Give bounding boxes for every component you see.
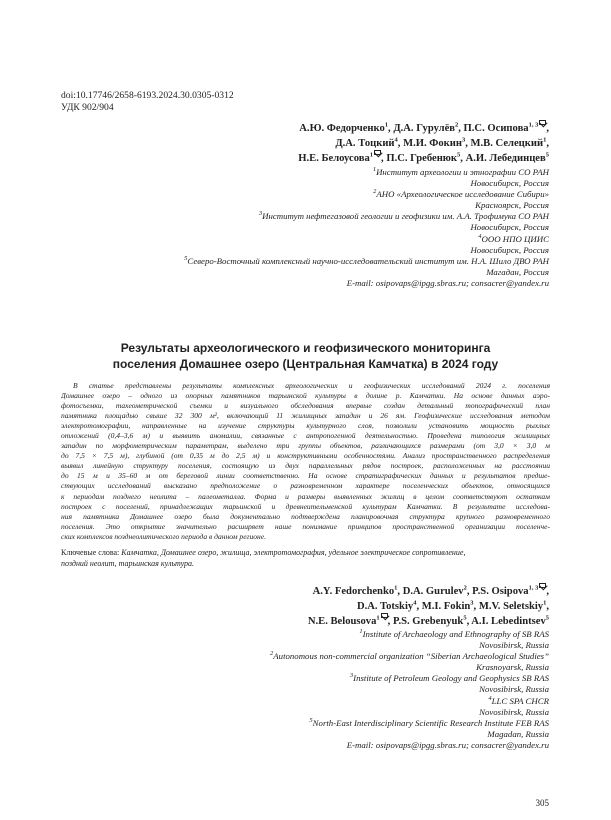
affiliation-marker: 1 (543, 136, 547, 144)
affiliation-name: $^3$Institute of Petroleum Geology and Geophysics SB RAS (349, 672, 549, 684)
affiliation-name: $^5$Северо-Восточный комплексный научно-исследовательский институт им. Н.А. Шило ДВО РАН (184, 254, 549, 266)
affiliation-city: Новосибирск, Россия (470, 178, 549, 189)
author-name: N.E. Belousova (307, 616, 377, 627)
affiliation-name: $^5$North-East Interdisciplinary Scientific Research Institute FEB RAS (309, 716, 549, 728)
affiliation-marker: 4 (413, 599, 417, 607)
affiliation-city: Novosibirsk, Russia (479, 706, 549, 717)
author-name: М.И. Фокин (403, 138, 462, 149)
affiliation-name: $^2$Autonomous non-commercial organization “Siberian Archaeological Studies” (270, 650, 549, 662)
author-name: Д.А. Тоцкий (335, 138, 395, 149)
abstract-line: фотосъемки, тахеометрической съемки и визуального обследования впервые создан детальный топографический план (61, 401, 550, 411)
keywords (61, 548, 550, 569)
envelope-icon (374, 150, 381, 155)
author-name: M.I. Fokin (421, 601, 471, 612)
authors-ru (298, 121, 549, 166)
affiliation-city: Красноярск, Россия (475, 200, 549, 211)
abstract-line: до 7,5 × 7,5 м), глубиной (от 0,35 м до 2,5 м) и конструктивными особенностями. Анализ пространственного распределения (61, 451, 550, 461)
affiliation-marker: 5 (184, 254, 188, 262)
envelope-icon (539, 583, 546, 588)
abstract-line: Домашнее озеро – одного из опорных памятников тарьинской культуры в долине р. Камчатки. На основе данных аэро- (61, 391, 550, 401)
keywords-label: Ключевые слова: (61, 548, 120, 557)
affiliation-name: $^4$ООО НПО ЦИИС (478, 232, 549, 244)
affiliation-marker: 5 (545, 151, 549, 159)
affiliation-marker: 4 (488, 694, 492, 702)
author-name: P.S. Grebenyuk (392, 616, 464, 627)
affiliation-city: Novosibirsk, Russia (479, 640, 549, 651)
author-name: A.I. Lebedintsev (471, 616, 546, 627)
title-line-1: Результаты археологического и геофизического мониторинга (120, 341, 491, 355)
udk: УДК 902/904 (61, 102, 114, 113)
affiliation-name: $^3$Институт нефтегазовой геологии и геофизики им. А.А. Трофимука СО РАН (258, 210, 549, 222)
affiliation-city: Новосибирск, Россия (470, 222, 549, 233)
abstract (61, 381, 550, 542)
affiliation-marker: 3 (258, 210, 263, 218)
abstract-line: ских комплексов позднеолитического периода в данном регионе. (61, 531, 267, 541)
author-name: А.И. Лебединцев (465, 153, 546, 164)
authors-en (308, 584, 549, 629)
affiliation-name: $^1$Институт археологии и этнографии СО РАН (372, 166, 549, 177)
abstract-line: отложений (0,4–3,6 м) и выявить аномалии, связанные с антропогенной деятельностью. Проведена типология жилищных (61, 431, 550, 441)
abstract-line: построек с поселений, принадлежащих тарьинской и древнеительменской культурам Камчатки. В результате исследова- (61, 501, 550, 511)
doi: doi:10.17746/2658-6193.2024.30.0305-0312 (61, 90, 234, 101)
author-line: Д.А. Тоцкий$^4$, М.И. Фокин$^3$, М.В. Селецкий$^1$, (335, 136, 549, 149)
abstract-line: памятника площадью свыше 32 300 м², включающий 11 жилищных западин и 26 ям. Геофизические исследования методом (61, 411, 550, 421)
paper-title (60, 340, 551, 372)
author-name: A.Y. Fedorchenko (312, 586, 395, 597)
author-line: D.A. Totskiy$^4$, M.I. Fokin$^3$, M.V. Seletskiy$^1$, (356, 599, 549, 612)
affiliations-ru (184, 167, 549, 289)
affiliation-marker: 3 (461, 136, 466, 144)
affiliation-marker: 2 (373, 188, 377, 196)
affiliation-marker: 3 (349, 672, 354, 680)
affiliation-marker: 5 (463, 614, 467, 622)
affiliation-marker: 4 (394, 136, 398, 144)
affiliation-marker: 1, 3 (528, 584, 539, 592)
affiliation-city: Novosibirsk, Russia (479, 684, 549, 695)
affiliation-city: Новосибирск, Россия (470, 244, 549, 255)
author-line: N.E. Belousova$^1$ , P.S. Grebenyuk$^5$, A.I. Lebedintsev$^5$ (307, 614, 549, 627)
affiliation-name: $^1$Institute of Archaeology and Ethnography of SB RAS (359, 628, 549, 639)
author-name: Д.А. Гурулёв (393, 123, 455, 134)
author-name: А.Ю. Федорченко (299, 123, 385, 134)
author-email: E-mail: osipovaps@ipgg.sbras.ru; consacrer@yandex.ru (346, 277, 549, 288)
author-name: P.S. Osipova (472, 586, 529, 597)
keywords-value-2: поздний неолит, тарьинская культура. (61, 558, 195, 568)
author-name: D.A. Gurulev (402, 586, 464, 597)
affiliation-marker: 5 (457, 151, 461, 159)
affiliation-city: Магадан, Россия (486, 266, 549, 277)
affiliations-en (270, 629, 549, 751)
abstract-line: к периодам позднего неолита – палеометалла. Форма и размеры выявленных жилищ в целом соответствуют остаткам (61, 491, 550, 501)
author-line: Н.Е. Белоусова$^1$ , П.С. Гребенюк$^5$, А.И. Лебединцев$^5$ (298, 151, 549, 164)
author-name: М.В. Селецкий (470, 138, 544, 149)
affiliation-marker: 5 (309, 716, 313, 724)
affiliation-marker: 1 (376, 614, 380, 622)
abstract-line: западин по морфометрическим параметрам, выделено три группы объектов, различающихся размерами (от 3,0 × 3,0 м (61, 441, 550, 451)
abstract-line: В статье представлены результаты комплексных археологических и геофизических исследований 2024 г. поселения (73, 381, 550, 390)
affiliation-marker: 1 (394, 584, 398, 592)
affiliation-marker: 2 (463, 584, 467, 592)
abstract-line: ния памятника Домашнее озеро была документально подтверждена планировочная структура крупного разновременного (61, 511, 550, 521)
affiliation-marker: 1, 3 (528, 121, 539, 129)
abstract-line: поселения. Это открытие значительно расширяет наше понимание принципов пространственной организации поселенче- (61, 521, 550, 531)
envelope-icon (381, 613, 388, 618)
affiliation-marker: 5 (545, 614, 549, 622)
affiliation-marker: 1 (369, 151, 374, 159)
author-name: Н.Е. Белоусова (298, 153, 370, 164)
affiliation-city: Krasnoyarsk, Russia (476, 662, 549, 673)
abstract-line: до 15 м и 35–60 м от береговой линии соответственно. На основе стратиграфических данных и результатов предше- (61, 471, 550, 481)
affiliation-name: $^2$АНО «Археологическое исследование Сибири» (373, 188, 549, 200)
abstract-line: электротомографии, направленные на изучение структуры культурного слоя, позволили установить мощность рыхлых (61, 421, 550, 431)
affiliation-marker: 1 (372, 166, 377, 174)
affiliation-marker: 1 (384, 121, 389, 129)
author-name: M.V. Seletskiy (478, 601, 544, 612)
author-line: А.Ю. Федорченко$^1$, Д.А. Гурулёв$^2$, П.С. Осипова$^{1, 3}$ , (299, 121, 549, 134)
page-number: 305 (535, 798, 549, 808)
title-line-2: поселения Домашнее озеро (Центральная Камчатка) в 2024 году (112, 357, 499, 371)
affiliation-name: $^4$LLC SPA CHCR (488, 694, 549, 706)
affiliation-marker: 2 (455, 121, 459, 129)
affiliation-city: Magadan, Russia (487, 728, 549, 739)
affiliation-marker: 2 (270, 650, 274, 658)
author-email: E-mail: osipovaps@ipgg.sbras.ru; consacrer@yandex.ru (346, 739, 549, 750)
envelope-icon (539, 120, 546, 125)
affiliation-marker: 3 (470, 599, 474, 607)
author-name: П.С. Осипова (463, 123, 529, 134)
affiliation-marker: 1 (359, 628, 363, 636)
affiliation-marker: 1 (543, 599, 547, 607)
keywords-value: Камчатка, Домашнее озеро, жилища, электротомография, удельное электрическое сопротивление, (121, 548, 466, 557)
abstract-line: ствующих исследований высказано предположение о разновременном характере поселенческих объектов, относящихся (61, 481, 550, 491)
author-line: A.Y. Fedorchenko$^1$, D.A. Gurulev$^2$, P.S. Osipova$^{1, 3}$ , (312, 584, 549, 597)
author-name: П.С. Гребенюк (386, 153, 458, 164)
author-name: D.A. Totskiy (356, 601, 414, 612)
affiliation-marker: 4 (478, 232, 482, 240)
abstract-line: выявил линейную структуру поселения, состоящую из двух параллельных рядов построек, расположенных на расстоянии (61, 461, 550, 471)
